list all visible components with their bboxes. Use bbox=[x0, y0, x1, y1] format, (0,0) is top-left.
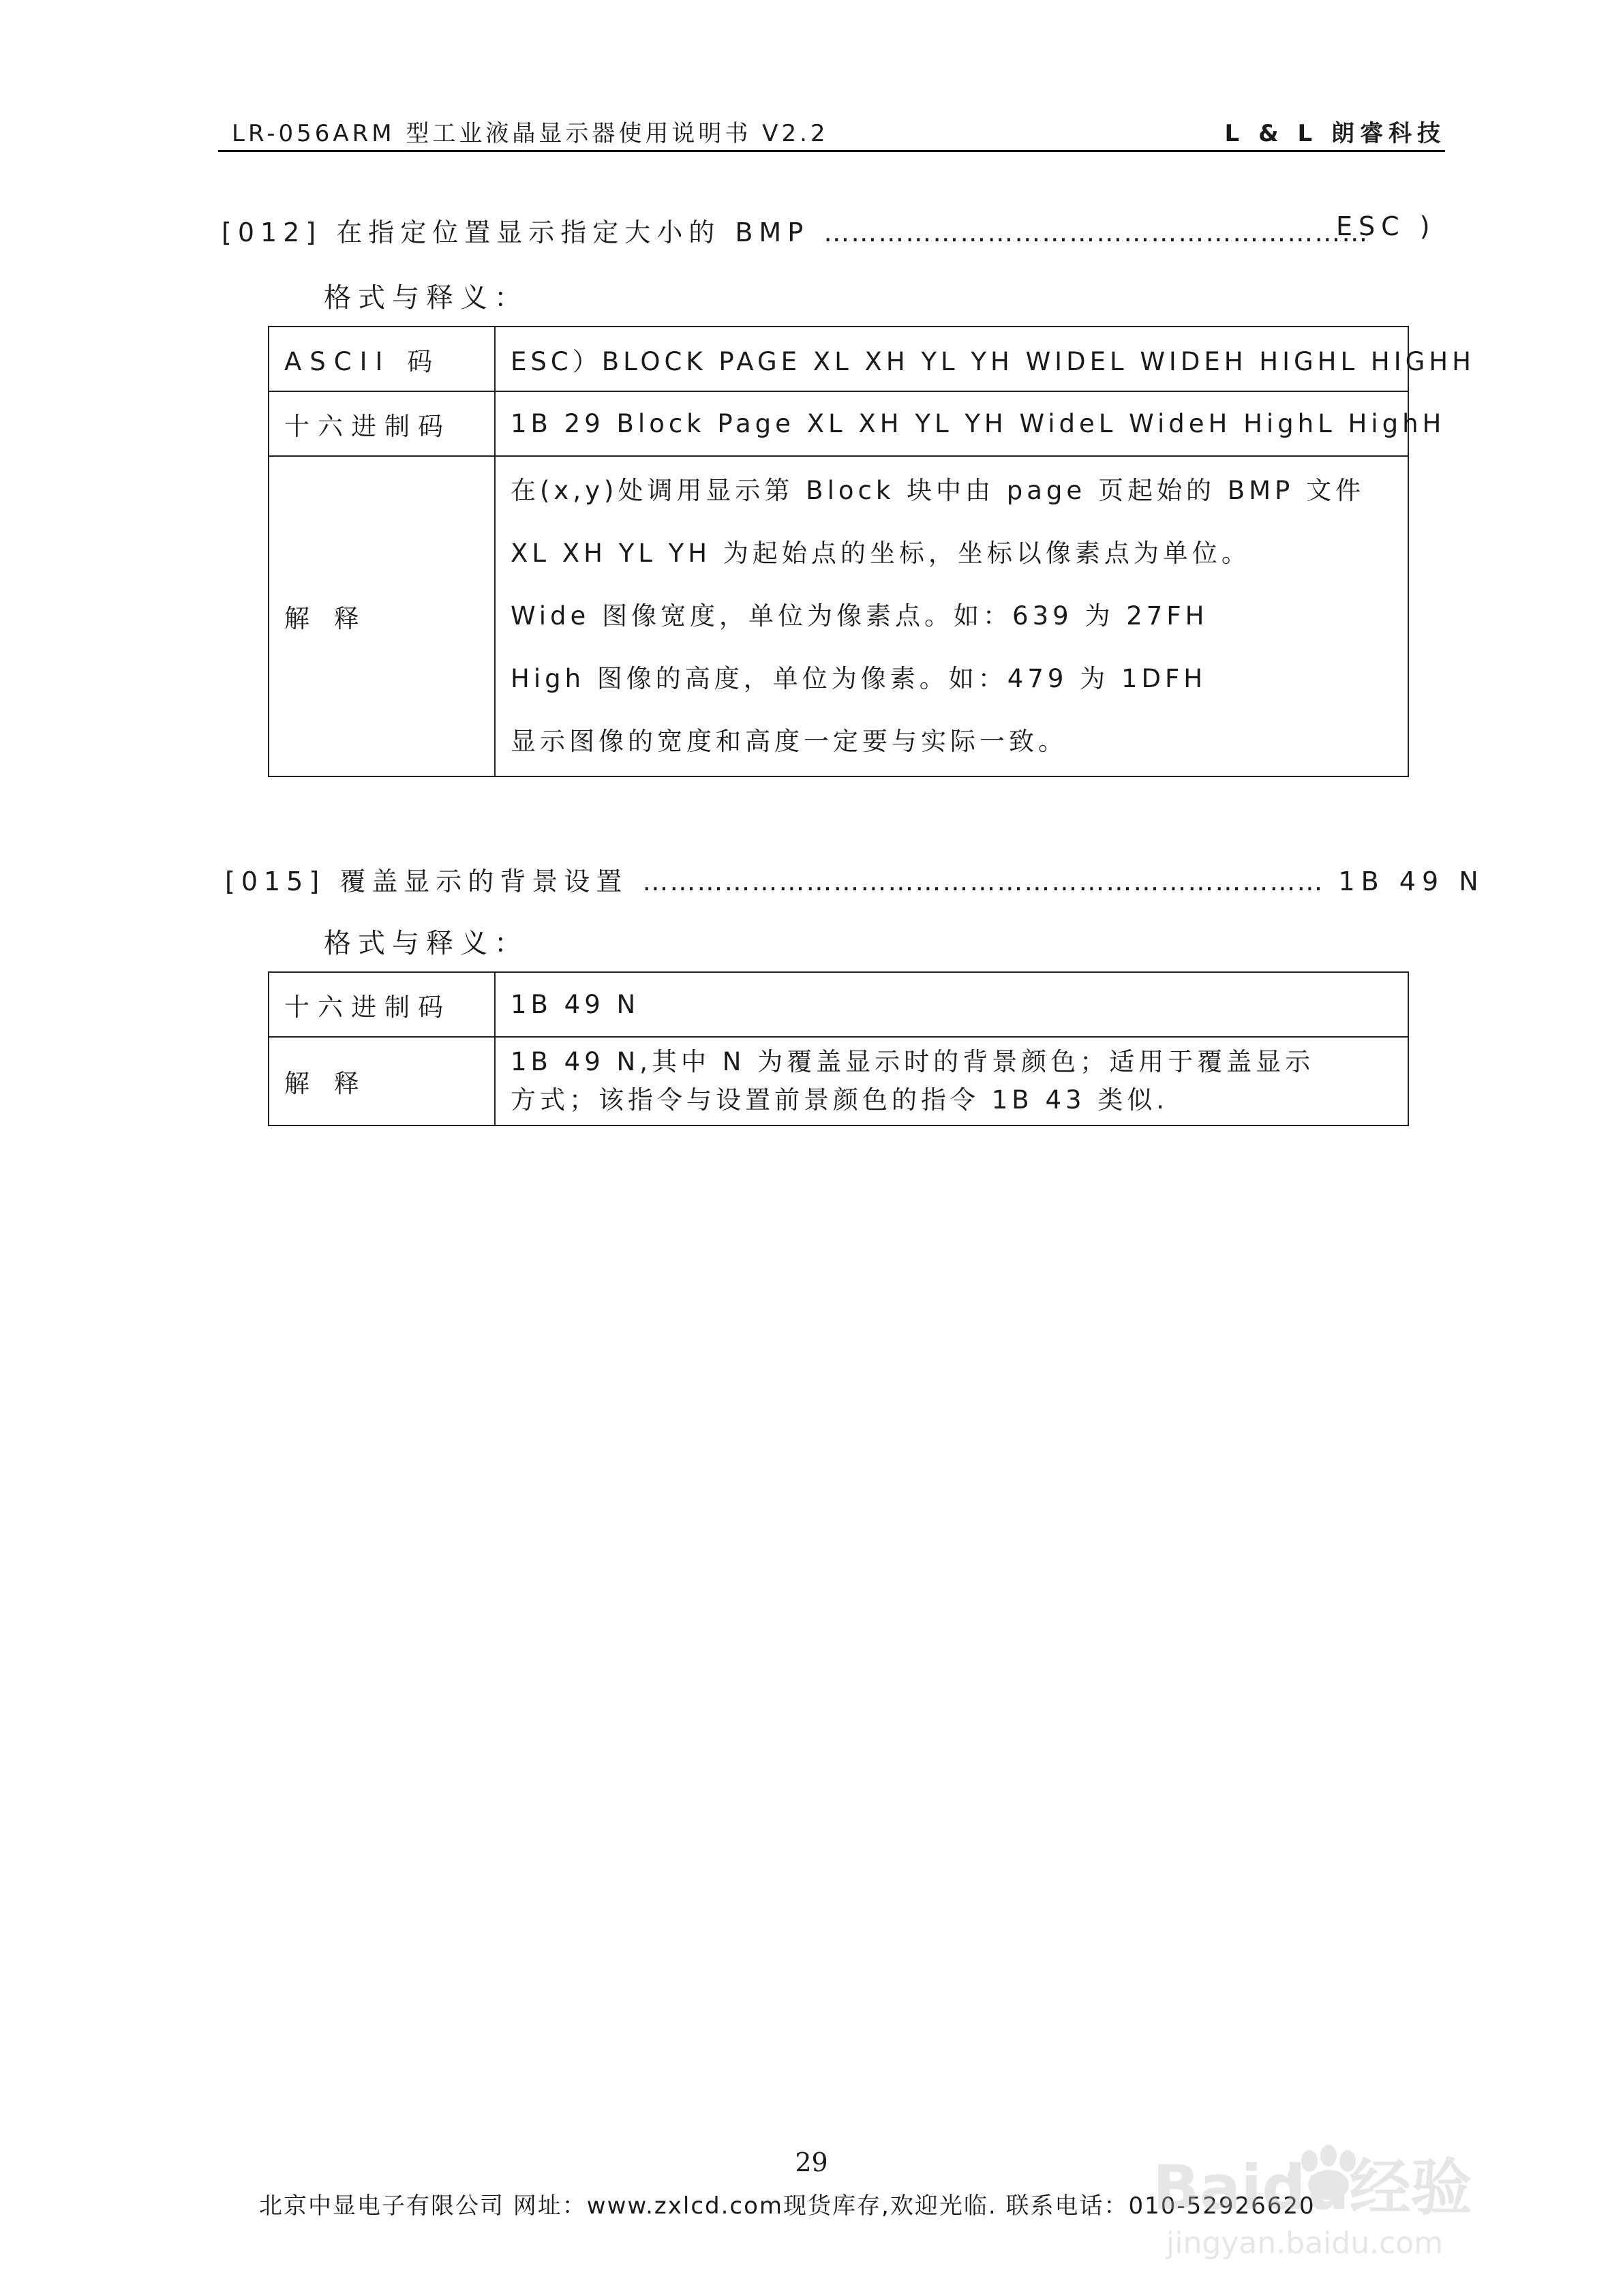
explain-label: 解 释 bbox=[269, 1037, 495, 1126]
row-label: ASCII 码 bbox=[269, 327, 495, 391]
explain-line: High 图像的高度，单位为像素。如：479 为 1DFH bbox=[511, 664, 1207, 693]
leader-dots: ………………………………………………………………… bbox=[642, 866, 1324, 896]
spec-table-012 bbox=[268, 326, 1475, 777]
row-label: 十六进制码 bbox=[269, 391, 495, 456]
watermark-brand: Baidu经验 bbox=[1153, 2152, 1472, 2224]
explain-label: 解 释 bbox=[269, 456, 495, 776]
page-number: 29 bbox=[795, 2147, 828, 2177]
section-012-title-line bbox=[222, 211, 1369, 249]
explain-line: XL XH YL YH 为起始点的坐标，坐标以像素点为单位。 bbox=[511, 539, 1251, 568]
row-value: 1B 29 Block Page XL XH YL YH WideL WideH HighL HighH bbox=[495, 391, 1408, 456]
watermark-url: jingyan.baidu.com bbox=[1166, 2226, 1444, 2261]
leader-dots: …………………………………………………… bbox=[823, 217, 1369, 247]
explain-line: 在(x,y)处调用显示第 Block 块中由 page 页起始的 BMP 文件 bbox=[511, 476, 1365, 505]
section-title: [015] 覆盖显示的背景设置 bbox=[225, 866, 628, 896]
explain-line: 1B 49 N,其中 N 为覆盖显示时的背景颜色；适用于覆盖显示 bbox=[511, 1047, 1315, 1076]
row-value: ESC）BLOCK PAGE XL XH YL YH WIDEL WIDEH HIGHL HIGHH bbox=[495, 327, 1408, 391]
format-label: 格式与释义： bbox=[324, 928, 528, 959]
row-label: 十六进制码 bbox=[269, 972, 495, 1037]
section-code: ESC ) bbox=[1336, 211, 1436, 241]
section-015-title-line bbox=[225, 860, 1485, 898]
spec-table-015 bbox=[268, 971, 1409, 1126]
header-company: L & L 朗睿科技 bbox=[1224, 120, 1446, 147]
footer-contact: 北京中显电子有限公司 网址：www.zxlcd.com现货库存,欢迎光临. 联系电话：010-52926620 bbox=[259, 2192, 1316, 2220]
format-label: 格式与释义： bbox=[324, 282, 528, 314]
explain-line: Wide 图像宽度，单位为像素点。如：639 为 27FH bbox=[511, 601, 1209, 631]
baidu-watermark-logo bbox=[1139, 2134, 1521, 2270]
explain-line: 方式；该指令与设置前景颜色的指令 1B 43 类似. bbox=[511, 1085, 1169, 1115]
explain-line: 显示图像的宽度和高度一定要与实际一致。 bbox=[511, 727, 1067, 756]
section-title: [012] 在指定位置显示指定大小的 BMP bbox=[222, 217, 810, 247]
row-value: 1B 49 N bbox=[495, 972, 1408, 1037]
explain-cell bbox=[495, 456, 1408, 776]
explain-cell bbox=[495, 1037, 1408, 1126]
section-code: 1B 49 N bbox=[1338, 866, 1485, 896]
header-title: LR-056ARM 型工业液晶显示器使用说明书 V2.2 bbox=[232, 120, 829, 147]
header-divider bbox=[218, 150, 1445, 152]
